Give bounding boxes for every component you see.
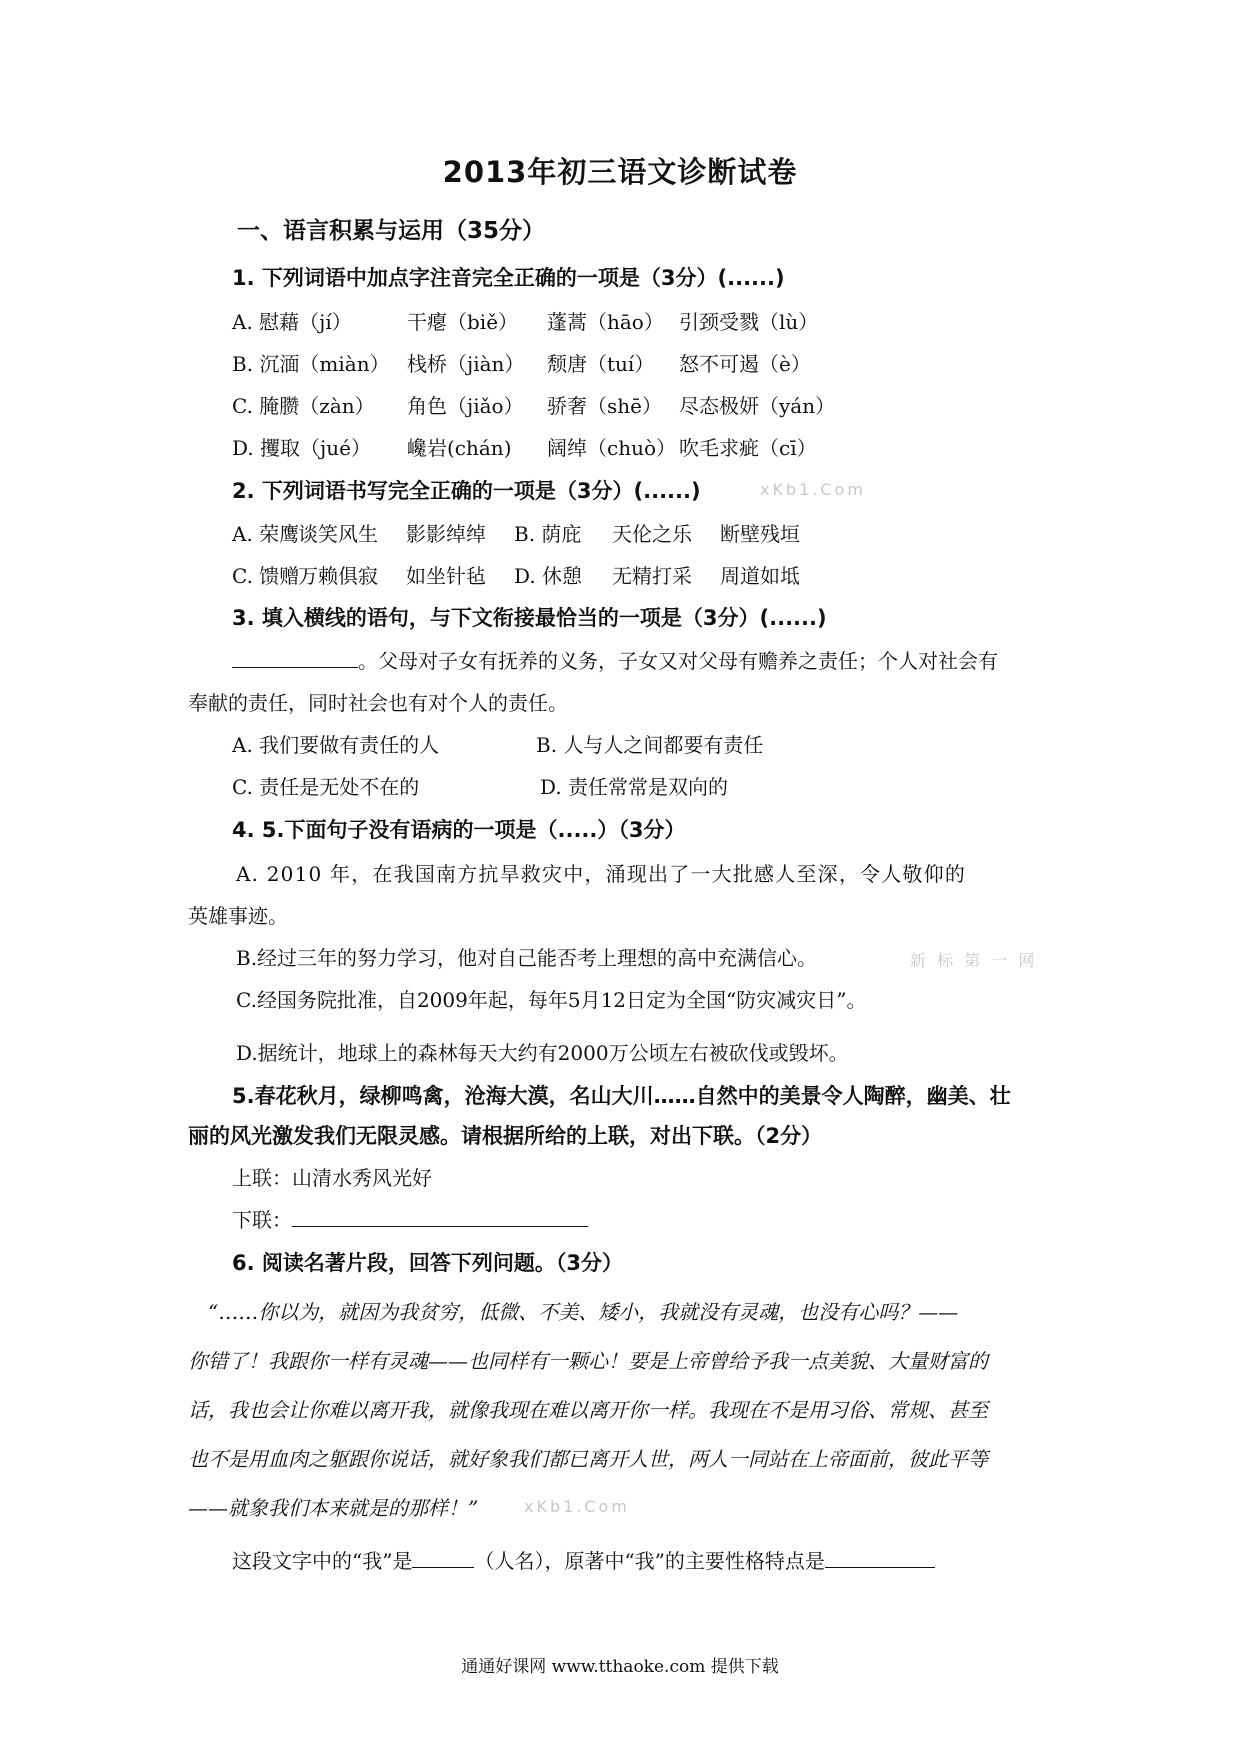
- passage-line: “……你以为，就因为我贫穷，低微、不美、矮小，我就没有灵魂，也没有心吗？——: [208, 1300, 959, 1324]
- question-4-stem: 4. 5.下面句子没有语病的一项是（.....）（3分）: [232, 818, 686, 842]
- answer-blank[interactable]: [292, 1226, 588, 1227]
- question-6-stem: 6. 阅读名著片段，回答下列问题。（3分）: [232, 1251, 624, 1275]
- page-footer: 通通好课网 www.tthaoke.com 提供下载: [461, 1657, 779, 1677]
- question-4-option-c: C.经国务院批准，自2009年起，每年5月12日定为全国“防灾减灾日”。: [236, 988, 867, 1012]
- question-4-option-a-line-2: 英雄事迹。: [188, 904, 288, 928]
- question-1-option-c: C. 腌臜（zàn） 角色（jiǎo） 骄奢（shē） 尽态极妍（yán）: [232, 394, 836, 418]
- question-3-line-1: 。父母对子女有抚养的义务，子女又对父母有赡养之责任；个人对社会有: [232, 645, 998, 674]
- question-1-option-d: D. 攫取（jué） 巉岩(chán) 阔绰（chuò） 吹毛求疵（cī）: [232, 436, 817, 460]
- question-4-option-d: D.据统计，地球上的森林每天大约有2000万公顷左右被砍伐或毁坏。: [236, 1041, 849, 1065]
- question-3-stem: 3. 填入横线的语句，与下文衔接最恰当的一项是（3分）(......): [232, 606, 827, 630]
- question-5-upper-couplet: 上联：山清水秀风光好: [232, 1166, 432, 1190]
- watermark: xKb1.Com: [760, 480, 866, 499]
- section-heading: 一、语言积累与运用（35分）: [237, 218, 546, 244]
- question-5-lower-couplet: 下联：: [232, 1204, 588, 1233]
- question-4-option-b: B.经过三年的努力学习，他对自己能否考上理想的高中充满信心。: [236, 946, 818, 970]
- question-2-stem: 2. 下列词语书写完全正确的一项是（3分）(......): [232, 479, 701, 503]
- answer-blank[interactable]: [232, 667, 358, 668]
- watermark: 新 标 第 一 网: [910, 951, 1038, 970]
- passage-line: 也不是用血肉之躯跟你说话，就好象我们都已离开人世，两人一同站在上帝面前，彼此平等: [188, 1447, 988, 1471]
- question-2-option-cd: C. 馈赠万赖俱寂 如坐针毡 D. 休憩 无精打采 周道如坻: [232, 564, 800, 588]
- question-1-option-b: B. 沉湎（miàn） 栈桥（jiàn） 颓唐（tuí） 怒不可遏（è）: [232, 352, 811, 376]
- passage-line: ——就象我们本来就是的那样！”: [188, 1496, 479, 1520]
- question-1-stem: 1. 下列词语中加点字注音完全正确的一项是（3分）(......): [232, 266, 785, 290]
- question-3-option-ab: A. 我们要做有责任的人 B. 人与人之间都要有责任: [232, 733, 764, 757]
- question-1-option-a: A. 慰藉（jí） 干瘪（biě） 蓬蒿（hāo） 引颈受戮（lù）: [232, 310, 819, 334]
- question-4-option-a-line-1: A. 2010 年，在我国南方抗旱救灾中，涌现出了一大批感人至深，令人敬仰的: [236, 862, 967, 886]
- answer-blank[interactable]: [412, 1567, 474, 1568]
- question-5-line-1: 5.春花秋月，绿柳鸣禽，沧海大漠，名山大川……自然中的美景令人陶醉，幽美、壮: [232, 1084, 1011, 1108]
- question-2-option-ab: A. 荣鹰谈笑风生 影影绰绰 B. 荫庇 天伦之乐 断壁残垣: [232, 522, 800, 546]
- page-title: 2013年初三语文诊断试卷: [442, 155, 798, 189]
- passage-line: 你错了！我跟你一样有灵魂——也同样有一颗心！要是上帝曾给予我一点美貌、大量财富的: [188, 1349, 988, 1373]
- answer-blank[interactable]: [825, 1567, 935, 1568]
- question-5-line-2: 丽的风光激发我们无限灵感。请根据所给的上联，对出下联。（2分）: [188, 1124, 823, 1148]
- question-6-prompt: 这段文字中的“我”是 （人名），原著中“我”的主要性格特点是: [232, 1545, 935, 1574]
- question-3-line-2: 奉献的责任，同时社会也有对个人的责任。: [188, 691, 568, 715]
- question-3-option-cd: C. 责任是无处不在的 D. 责任常常是双向的: [232, 775, 729, 799]
- passage-line: 话，我也会让你难以离开我，就像我现在难以离开你一样。我现在不是用习俗、常规、甚至: [188, 1398, 988, 1422]
- watermark: xKb1.Com: [524, 1497, 630, 1516]
